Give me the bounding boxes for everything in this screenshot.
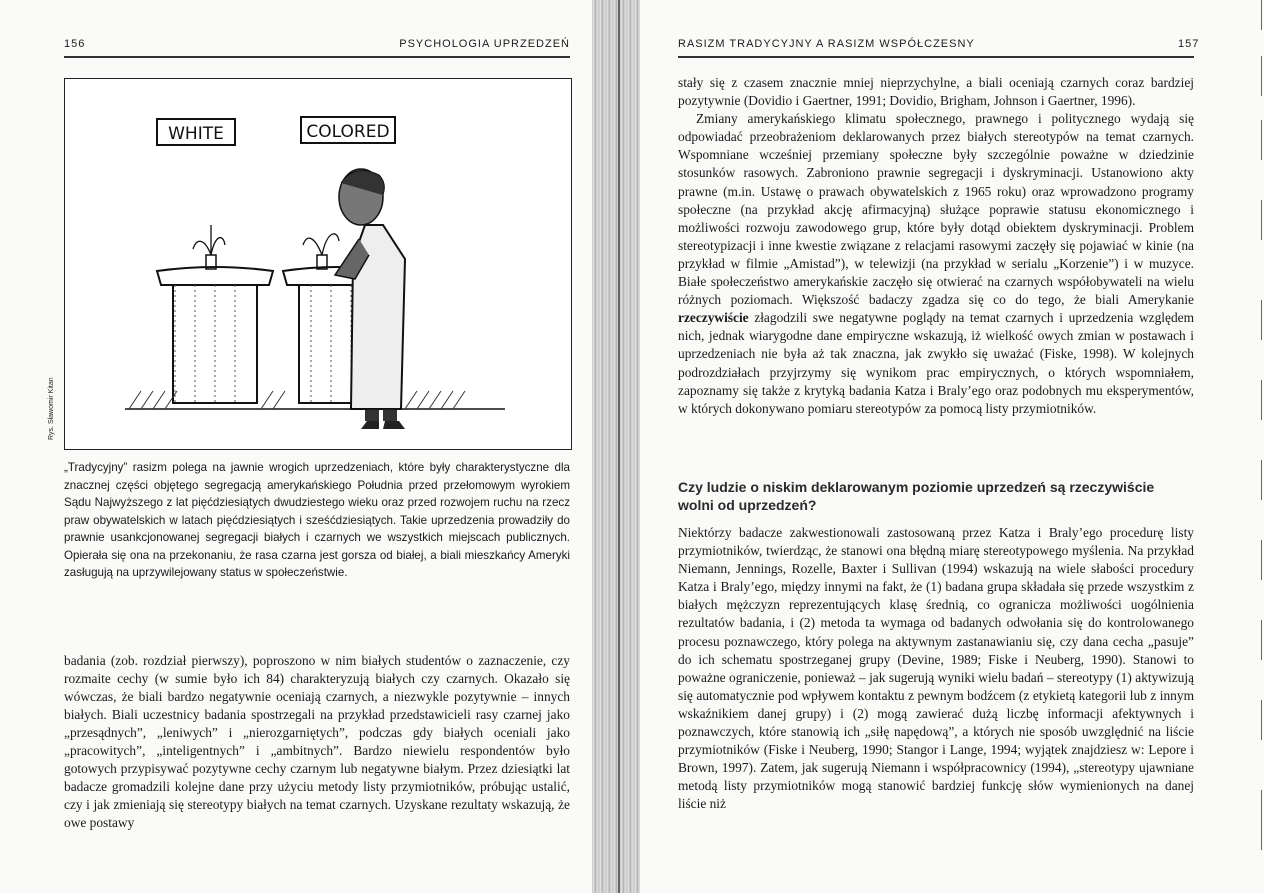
running-head-left: PSYCHOLOGIA UPRZEDZEŃ xyxy=(399,38,570,50)
page-number-left: 156 xyxy=(64,38,86,50)
paragraph-2-text-b: złagodzili swe negatywne poglądy na temat czarnych i uprzedzenia względem nich, jednak wiarygodne dane empiryczne wskazują, iż wielkość owych zmian w postawach i uprzedzeniach nie była aż tak znaczna, jak zwykło się uważać (Fiske, 1998). W kolejnych podrozdziałach przyjrzymy się wynikom prac empirycznych, o których wspomniałem, zapoznamy się także z krytyką badania Katza i Braly’ego oraz podobnych mu eksperymentów, w których dokonywano pomiaru stereotypów za pomocą listy przymiotników. xyxy=(678,310,1194,416)
page-number-right: 157 xyxy=(1178,38,1200,50)
cartoon-illustration xyxy=(64,78,572,450)
sign-white-text: WHITE xyxy=(168,124,224,144)
cartoon-credit: Rys. Sławomir Kitan xyxy=(48,377,55,440)
header-rule-left xyxy=(64,56,570,58)
paragraph-2-text-a: Zmiany amerykańskiego klimatu społecznego, prawnego i politycznego wydają się odpowiadać przeobrażeniom deklarowanych przez białych stereotypów na temat czarnych. Wspomniane wcześniej przemiany społeczne były szczególnie poważne w dziedzinie stosunków rasowych. Zabroniono prawnie segregacji i dyskryminacji. Ustanowiono akty prawne (m.in. Ustawę o prawach obywatelskich z 1965 roku) oraz wprowadzono programy społeczne (na przykład akcję afirmacyjną) służące poprawie statusu ekonomicznego i możliwości rozwoju zawodowego grup, które były dotąd obiektem dyskryminacji. Problem stereotypizacji i inne kwestie związane z relacjami rasowymi zaczęły się pojawiać w kinie (na przykład w filmie „Amistad”), w telewizji (na przykład w serialu „Korzenie”) i w muzyce. Białe społeczeństwo amerykańskie zaczęło się otwierać na czarnych współobywateli na wielu różnych poziomach. Większość badaczy zgadza się co do tego, że biali Amerykanie xyxy=(678,111,1194,308)
body-text-left xyxy=(64,652,570,832)
figure-caption: „Tradycyjny” rasizm polega na jawnie wrogich uprzedzeniach, które były charakterystyczne dla znacznej części objętego segregacją amerykańskiego Południa przed przełomowym wyrokiem Sądu Najwyższego z lat pięćdziesiątych dwudziestego wieku oraz przed rozwojem ruchu na rzecz praw obywatelskich w latach pięćdziesiątych i sześćdziesiątych. Takie uprzedzenia prowadziły do prawnie usankcjonowanej segregacji białych i czarnych we wszystkich miejscach publicznych. Opierała się ona na przekonaniu, że rasa czarna jest gorsza od białej, a biali mieszkańcy Ameryki zasługują na uprzywilejowany status w społeczeństwie. xyxy=(64,461,570,579)
header-rule-right xyxy=(678,56,1194,58)
cartoon-drawing xyxy=(65,79,571,449)
body-text-right-bottom xyxy=(678,524,1194,814)
section-heading: Czy ludzie o niskim deklarowanym poziomie uprzedzeń są rzeczywiście wolni od uprzedzeń? xyxy=(678,479,1155,513)
left-page xyxy=(0,0,592,893)
body-text-right-top xyxy=(678,74,1194,418)
sign-colored-text: COLORED xyxy=(306,122,390,142)
paragraph-3: Niektórzy badacze zakwestionowali zastosowaną przez Katza i Braly’ego procedurę listy przymiotników, twierdząc, że stanowi ona błędną miarę stereotypowego myślenia. Na przykład Niemann, Jennings, Rozelle, Baxter i Sullivan (1994) wskazują na wiele słabości procedury Katza i Braly’ego, między innymi na fakt, że (1) badana grupa składała się przede wszystkim z białych mężczyzn reprezentujących klasę średnią, co ogranicza możliwości uogólnienia rezultatów badania, i (2) metoda ta wymaga od badanych odwołania się do kontrolowanego procesu poznawczego, który polega na aktywnym zastanawianiu się, czy dana cecha „pasuje” do ich schematu spostrzeganej grupy (Devine, 1989; Fiske i Neuberg, 1990). Stanowi to poważne ograniczenie, ponieważ – jak sugerują wyniki wielu badań – stereotypy (1) aktywizują się automatycznie pod wpływem kontaktu z pewnym bodźcem (z etykietą kategorii lub z innym wskaźnikiem danej grupy) i (2) mogą zawierać dużą liczbę informacji afektywnych i poznawczych, które stanowią ich „siłę napędową”, a których nie sposób uwzględnić na liście przymiotników (Fiske i Neuberg, 1990; Stangor i Lange, 1994; wyjątek znajdziesz w: Lepore i Brown, 1997). Zatem, jak sugerują Niemann i współpracownicy (1994), „stereotypy ujawniane metodą listy przymiotników mogą stanowić bardziej funkcję słów wymienionych na danej liście niż xyxy=(678,525,1194,812)
book-gutter xyxy=(592,0,640,893)
paragraph: badania (zob. rozdział pierwszy), poproszono w nim białych studentów o zaznaczenie, czy rozmaite cechy (w sumie było ich 84) charakteryzują białych czy czarnych. Okazało się wówczas, że biali bardzo negatywnie oceniają czarnych, a niezwykle pozytywnie – innych białych. Biali uczestnicy badania spostrzegali na przykład przedstawicieli rasy czarnej jako „przesądnych”, „leniwych” i „nierozgarniętych”, podczas gdy białych oceniali jako „pracowitych”, „inteligentnych” i „ambitnych”. Bardzo niewielu respondentów było gotowych przypisywać pozytywne cechy czarnym lub negatywne białym. Przez dziesiątki lat badacze gromadzili kolejne dane przy użyciu metody listy przymiotników, próbując ustalić, czy i jak zmieniają się stereotypy białych na temat czarnych. Uzyskane rezultaty wskazują, że owe postawy xyxy=(64,653,570,830)
paragraph-2 xyxy=(678,110,1194,418)
running-head-right: RASIZM TRADYCYJNY A RASIZM WSPÓŁCZESNY xyxy=(678,38,975,50)
page-edge-marks xyxy=(1228,0,1262,893)
right-page xyxy=(640,0,1264,893)
emphasis-word: rzeczywiście xyxy=(678,310,749,326)
paragraph-1: stały się z czasem znacznie mniej nieprzychylne, a biali oceniają czarnych coraz bardziej pozytywnie (Dovidio i Gaertner, 1991; Dovidio, Brigham, Johnson i Gaertner, 1996). xyxy=(678,75,1194,109)
